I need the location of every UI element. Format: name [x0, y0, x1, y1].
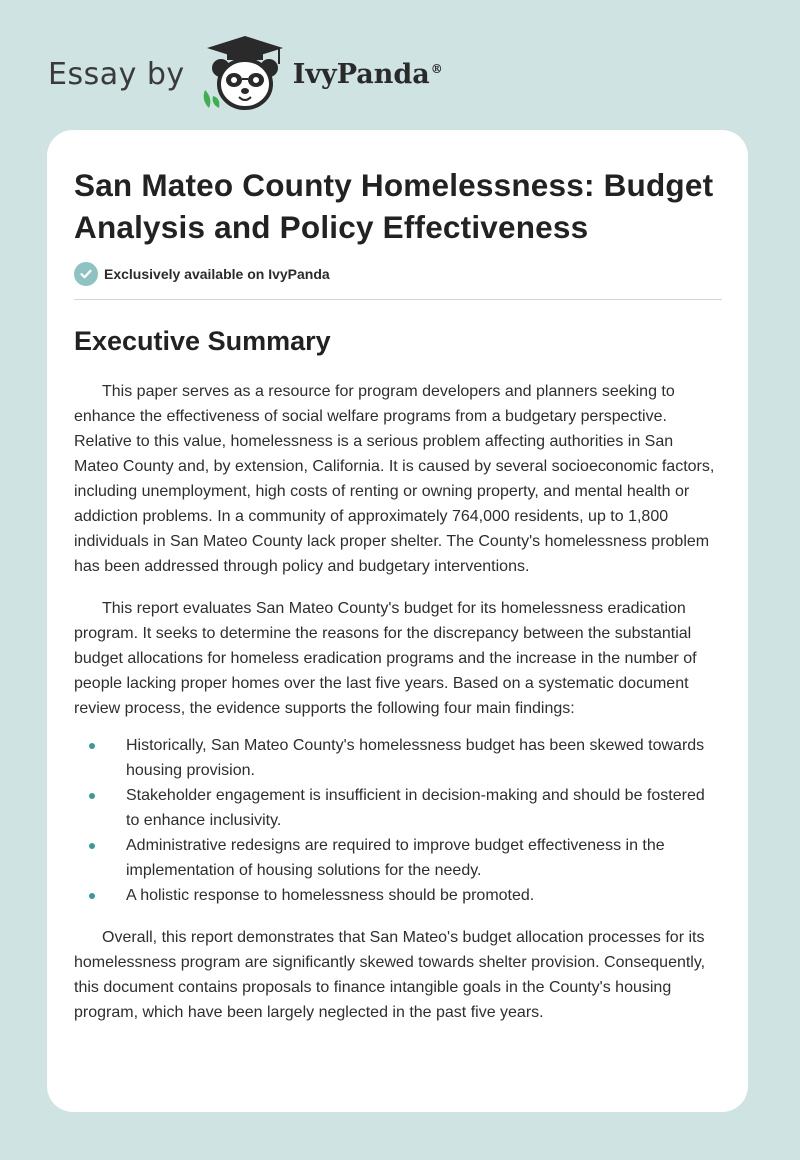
- list-item: [74, 833, 722, 883]
- list-item-text: Historically, San Mateo County's homelessness budget has been skewed towards housing provision.: [126, 737, 705, 779]
- bullet-icon: [89, 843, 95, 849]
- bullet-icon: [89, 793, 95, 799]
- article-card: [47, 130, 748, 1112]
- check-circle-icon: [74, 262, 98, 286]
- paragraph: Overall, this report demonstrates that San Mateo's budget allocation processes for its homelessness program are significantly skewed towards shelter provision. Consequently, this document contains proposals to finance intangible goals in the County's housing program, which have been largely neglected in the past five years.: [74, 929, 706, 1021]
- availability-badge: [74, 262, 722, 286]
- list-item-text: Stakeholder engagement is insufficient in decision-making and should be fostered to enhance inclusivity.: [126, 787, 705, 829]
- paragraph: This paper serves as a resource for program developers and planners seeking to enhance the effectiveness of social welfare programs from a budgetary perspective. Relative to this value, homelessness is a serious problem affecting authorities in San Mateo County and, by extension, California. It is caused by several socioeconomic factors, including unemployment, high costs of renting or owning property, and mental health or addiction problems. In a community of approximately 764,000 residents, up to 1,800 individuals in San Mateo County lack proper shelter. The County's homelessness problem has been addressed through policy and budgetary interventions.: [74, 383, 715, 575]
- findings-list: [74, 733, 722, 908]
- list-item-text: Administrative redesigns are required to improve budget effectiveness in the implementation of housing solutions for the needy.: [126, 837, 665, 879]
- divider: [74, 299, 722, 300]
- bullet-icon: [89, 743, 95, 749]
- list-item: [74, 883, 722, 908]
- page-title: San Mateo County Homelessness: Budget Analysis and Policy Effectiveness: [74, 167, 714, 245]
- registered-mark: ®: [430, 61, 443, 76]
- brand-name[interactable]: [293, 59, 443, 90]
- paragraph: This report evaluates San Mateo County's budget for its homelessness eradication program. It seeks to determine the reasons for the discrepancy between the substantial budget allocations for homeless eradication programs and the increase in the number of people lacking proper homes over the last five years. Based on a systematic document review process, the evidence supports the following four main findings:: [74, 600, 697, 717]
- section-heading: Executive Summary: [74, 326, 331, 356]
- bullet-icon: [89, 893, 95, 899]
- availability-text: Exclusively available on IvyPanda: [104, 266, 330, 282]
- site-header: [48, 34, 443, 114]
- list-item-text: A holistic response to homelessness should be promoted.: [126, 887, 535, 904]
- brand-prefix: Essay by: [48, 56, 185, 92]
- list-item: [74, 783, 722, 833]
- list-item: [74, 733, 722, 783]
- panda-logo-icon[interactable]: [199, 34, 291, 114]
- brand-name-text: IvyPanda: [292, 58, 430, 90]
